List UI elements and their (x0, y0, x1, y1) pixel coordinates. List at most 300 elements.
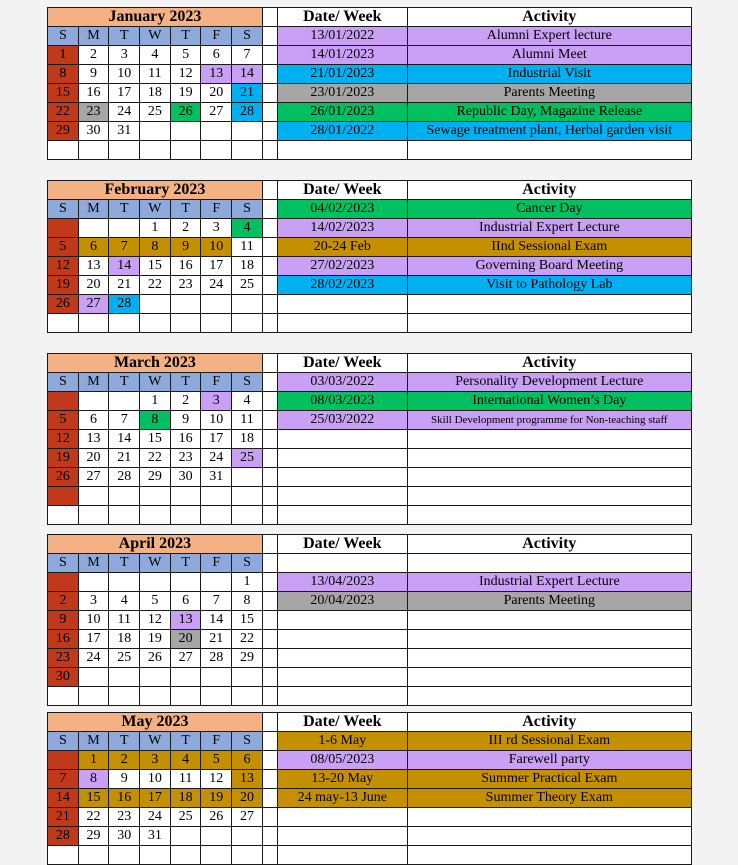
day-cell: 18 (109, 630, 140, 649)
activity-name (407, 430, 691, 449)
day-cell (170, 668, 201, 687)
gap-cell (262, 200, 277, 219)
day-cell: 6 (170, 592, 201, 611)
month-table (47, 534, 692, 706)
calendar-row (48, 65, 692, 84)
calendar-row (48, 27, 692, 46)
day-cell (78, 573, 109, 592)
day-cell: 8 (140, 238, 171, 257)
activity-date: 13/01/2022 (277, 27, 407, 46)
gap-cell (262, 713, 277, 732)
day-cell (78, 846, 109, 865)
day-cell: 18 (232, 257, 263, 276)
day-cell: 9 (48, 611, 79, 630)
month-block (47, 534, 692, 706)
activity-date (277, 554, 407, 573)
day-cell (140, 687, 171, 706)
activity-header: Activity (407, 181, 691, 200)
day-cell: 5 (201, 751, 232, 770)
day-cell (170, 573, 201, 592)
calendar-row (48, 611, 692, 630)
calendar-row (48, 751, 692, 770)
gap-cell (262, 449, 277, 468)
activity-name: Governing Board Meeting (407, 257, 691, 276)
calendar-row (48, 770, 692, 789)
calendar-row (48, 732, 692, 751)
day-cell: 1 (140, 392, 171, 411)
activity-date: 1-6 May (277, 732, 407, 751)
gap-cell (262, 238, 277, 257)
day-cell: 21 (109, 449, 140, 468)
day-cell: 14 (201, 611, 232, 630)
day-cell: 24 (201, 276, 232, 295)
month-block (47, 353, 692, 525)
day-cell (170, 487, 201, 506)
activity-name: Parents Meeting (407, 84, 691, 103)
gap-cell (262, 65, 277, 84)
day-cell (109, 668, 140, 687)
calendar-row (48, 789, 692, 808)
activity-name (407, 827, 691, 846)
day-cell: 4 (232, 219, 263, 238)
day-name: T (170, 732, 201, 751)
day-cell (140, 122, 171, 141)
day-cell (170, 827, 201, 846)
day-name: W (140, 732, 171, 751)
calendar-row (48, 295, 692, 314)
activity-date (277, 846, 407, 865)
activity-date (277, 314, 407, 333)
day-cell (48, 506, 79, 525)
day-cell: 14 (109, 430, 140, 449)
day-cell: 4 (140, 46, 171, 65)
gap-cell (262, 276, 277, 295)
day-cell: 5 (170, 46, 201, 65)
day-cell (109, 573, 140, 592)
day-name: W (140, 200, 171, 219)
calendar-row (48, 808, 692, 827)
day-name: S (232, 27, 263, 46)
day-name: F (201, 373, 232, 392)
activity-date: 20-24 Feb (277, 238, 407, 257)
activity-name: Personality Development Lecture (407, 373, 691, 392)
day-cell: 6 (78, 238, 109, 257)
activity-name: III rd Sessional Exam (407, 732, 691, 751)
activity-date (277, 687, 407, 706)
day-cell (109, 687, 140, 706)
day-cell: 22 (48, 103, 79, 122)
day-cell (48, 314, 79, 333)
gap-cell (262, 295, 277, 314)
day-cell (48, 751, 79, 770)
activity-date: 13/04/2023 (277, 573, 407, 592)
activity-date (277, 668, 407, 687)
day-cell: 24 (78, 649, 109, 668)
activity-date: 21/01/2023 (277, 65, 407, 84)
day-cell: 9 (170, 238, 201, 257)
day-name: M (78, 373, 109, 392)
gap-cell (262, 827, 277, 846)
day-cell (48, 846, 79, 865)
day-cell: 13 (78, 430, 109, 449)
activity-name: Farewell party (407, 751, 691, 770)
day-cell: 2 (170, 392, 201, 411)
gap-cell (262, 506, 277, 525)
day-cell: 12 (140, 611, 171, 630)
day-cell: 22 (78, 808, 109, 827)
activity-name (407, 314, 691, 333)
day-cell (232, 668, 263, 687)
day-cell: 26 (140, 649, 171, 668)
day-cell (109, 141, 140, 160)
month-table (47, 180, 692, 333)
day-cell: 21 (232, 84, 263, 103)
gap-cell (262, 732, 277, 751)
activity-date (277, 449, 407, 468)
day-cell: 29 (78, 827, 109, 846)
month-block (47, 180, 692, 333)
day-cell: 19 (201, 789, 232, 808)
day-cell (201, 122, 232, 141)
day-cell: 3 (78, 592, 109, 611)
day-cell: 20 (78, 276, 109, 295)
calendar-row (48, 846, 692, 865)
day-cell: 25 (232, 449, 263, 468)
day-cell: 12 (201, 770, 232, 789)
day-cell: 1 (48, 46, 79, 65)
day-name: W (140, 27, 171, 46)
day-cell (78, 668, 109, 687)
activity-date: 23/01/2023 (277, 84, 407, 103)
day-cell: 24 (109, 103, 140, 122)
day-cell: 12 (170, 65, 201, 84)
month-title: March 2023 (48, 354, 263, 373)
day-name: S (232, 732, 263, 751)
calendar-row (48, 46, 692, 65)
activity-name: Parents Meeting (407, 592, 691, 611)
day-cell: 13 (170, 611, 201, 630)
day-cell (232, 314, 263, 333)
day-cell (140, 141, 171, 160)
month-title: April 2023 (48, 535, 263, 554)
day-cell: 9 (78, 65, 109, 84)
day-cell (232, 141, 263, 160)
gap-cell (262, 611, 277, 630)
activity-name (407, 295, 691, 314)
day-name: S (232, 200, 263, 219)
day-cell (48, 141, 79, 160)
activity-date: 14/01/2023 (277, 46, 407, 65)
activity-date (277, 487, 407, 506)
calendar-row (48, 373, 692, 392)
day-cell: 6 (201, 46, 232, 65)
day-cell (109, 487, 140, 506)
activity-date: 13-20 May (277, 770, 407, 789)
gap-cell (262, 392, 277, 411)
day-name: F (201, 200, 232, 219)
day-cell (201, 314, 232, 333)
activity-name: Alumni Expert lecture (407, 27, 691, 46)
calendar-row (48, 468, 692, 487)
activity-date: 27/02/2023 (277, 257, 407, 276)
day-cell: 12 (48, 430, 79, 449)
day-cell: 23 (48, 649, 79, 668)
day-name: S (48, 732, 79, 751)
activity-date: 20/04/2023 (277, 592, 407, 611)
day-cell (170, 687, 201, 706)
day-cell: 29 (232, 649, 263, 668)
gap-cell (262, 630, 277, 649)
activity-name (407, 468, 691, 487)
gap-cell (262, 808, 277, 827)
day-cell: 10 (201, 238, 232, 257)
day-cell: 20 (201, 84, 232, 103)
day-cell: 3 (201, 219, 232, 238)
activity-date (277, 430, 407, 449)
month-table (47, 712, 692, 865)
calendar-row (48, 141, 692, 160)
activity-name: Alumni Meet (407, 46, 691, 65)
day-cell: 7 (109, 411, 140, 430)
day-cell (201, 295, 232, 314)
activity-header: Activity (407, 354, 691, 373)
calendar-row (48, 668, 692, 687)
activity-name (407, 449, 691, 468)
day-cell: 27 (201, 103, 232, 122)
day-cell: 11 (140, 65, 171, 84)
gap-cell (262, 84, 277, 103)
day-name: M (78, 554, 109, 573)
day-cell: 11 (232, 411, 263, 430)
day-cell (140, 314, 171, 333)
day-name: T (109, 27, 140, 46)
day-cell: 7 (109, 238, 140, 257)
day-name: T (170, 27, 201, 46)
day-cell: 17 (78, 630, 109, 649)
day-name: W (140, 554, 171, 573)
day-cell: 30 (170, 468, 201, 487)
date-week-header: Date/ Week (277, 181, 407, 200)
day-cell (201, 827, 232, 846)
day-cell: 1 (78, 751, 109, 770)
day-cell: 23 (78, 103, 109, 122)
day-cell (78, 392, 109, 411)
day-cell: 22 (140, 276, 171, 295)
day-cell: 10 (109, 65, 140, 84)
gap-cell (262, 770, 277, 789)
activity-name: IInd Sessional Exam (407, 238, 691, 257)
day-cell: 25 (140, 103, 171, 122)
calendar-row (48, 430, 692, 449)
day-cell: 13 (78, 257, 109, 276)
day-cell (232, 506, 263, 525)
day-cell: 25 (232, 276, 263, 295)
calendar-row (48, 219, 692, 238)
day-cell: 26 (170, 103, 201, 122)
day-cell (109, 506, 140, 525)
day-cell (201, 573, 232, 592)
day-cell: 14 (48, 789, 79, 808)
month-table (47, 7, 692, 160)
day-cell (170, 122, 201, 141)
day-cell: 22 (140, 449, 171, 468)
calendar-row (48, 84, 692, 103)
gap-cell (262, 257, 277, 276)
day-cell (109, 846, 140, 865)
activity-date (277, 141, 407, 160)
activity-name (407, 649, 691, 668)
gap-cell (262, 27, 277, 46)
gap-cell (262, 314, 277, 333)
day-cell: 11 (109, 611, 140, 630)
activity-name: Cancer Day (407, 200, 691, 219)
day-cell: 21 (48, 808, 79, 827)
day-cell: 25 (170, 808, 201, 827)
activity-name (407, 506, 691, 525)
gap-cell (262, 487, 277, 506)
date-week-header: Date/ Week (277, 354, 407, 373)
day-cell (48, 392, 79, 411)
activity-date (277, 295, 407, 314)
day-cell: 6 (78, 411, 109, 430)
day-cell: 15 (232, 611, 263, 630)
day-cell: 29 (140, 468, 171, 487)
day-cell: 27 (170, 649, 201, 668)
calendar-row (48, 103, 692, 122)
day-cell: 2 (48, 592, 79, 611)
activity-name: Industrial Expert Lecture (407, 219, 691, 238)
day-cell: 8 (232, 592, 263, 611)
day-cell: 13 (232, 770, 263, 789)
calendar-row (48, 200, 692, 219)
day-cell: 28 (201, 649, 232, 668)
day-cell: 31 (201, 468, 232, 487)
day-cell (232, 122, 263, 141)
gap-cell (262, 668, 277, 687)
calendar-row (48, 827, 692, 846)
activity-name: Republic Day, Magazine Release (407, 103, 691, 122)
day-cell: 19 (48, 449, 79, 468)
gap-cell (262, 219, 277, 238)
day-cell: 28 (48, 827, 79, 846)
activity-name: Sewage treatment plant, Herbal garden visit (407, 122, 691, 141)
day-name: S (232, 554, 263, 573)
day-cell: 2 (109, 751, 140, 770)
activity-header: Activity (407, 713, 691, 732)
gap-cell (262, 411, 277, 430)
day-cell: 20 (170, 630, 201, 649)
activity-name (407, 687, 691, 706)
day-cell (109, 392, 140, 411)
activity-name (407, 630, 691, 649)
day-cell: 31 (109, 122, 140, 141)
activity-name: International Women’s Day (407, 392, 691, 411)
day-cell: 5 (140, 592, 171, 611)
gap-cell (262, 468, 277, 487)
activity-date: 28/01/2022 (277, 122, 407, 141)
activity-name: Visit to Pathology Lab (407, 276, 691, 295)
day-name: T (170, 373, 201, 392)
calendar-row (48, 554, 692, 573)
day-name: T (170, 554, 201, 573)
day-cell: 4 (109, 592, 140, 611)
day-name: M (78, 732, 109, 751)
day-name: M (78, 27, 109, 46)
calendar-row (48, 573, 692, 592)
day-cell (78, 141, 109, 160)
day-cell: 15 (140, 430, 171, 449)
activity-name (407, 611, 691, 630)
activity-date (277, 468, 407, 487)
gap-cell (262, 181, 277, 200)
day-name: M (78, 200, 109, 219)
day-cell: 15 (48, 84, 79, 103)
day-cell: 1 (140, 219, 171, 238)
gap-cell (262, 373, 277, 392)
gap-cell (262, 554, 277, 573)
day-cell: 28 (232, 103, 263, 122)
day-cell: 17 (201, 430, 232, 449)
day-cell: 16 (109, 789, 140, 808)
activity-date: 03/03/2022 (277, 373, 407, 392)
day-cell: 31 (140, 827, 171, 846)
day-cell: 20 (232, 789, 263, 808)
gap-cell (262, 592, 277, 611)
day-name: T (109, 732, 140, 751)
day-cell (109, 219, 140, 238)
activity-date: 14/02/2023 (277, 219, 407, 238)
month-block (47, 7, 692, 160)
day-cell (78, 506, 109, 525)
day-name: S (232, 373, 263, 392)
calendar-row (48, 257, 692, 276)
day-cell: 18 (170, 789, 201, 808)
activity-name (407, 668, 691, 687)
month-title: May 2023 (48, 713, 263, 732)
day-cell (201, 506, 232, 525)
gap-cell (262, 649, 277, 668)
date-week-header: Date/ Week (277, 713, 407, 732)
gap-cell (262, 535, 277, 554)
day-cell: 3 (140, 751, 171, 770)
gap-cell (262, 430, 277, 449)
day-cell: 20 (78, 449, 109, 468)
calendar-row (48, 314, 692, 333)
day-cell: 28 (109, 295, 140, 314)
day-cell: 11 (170, 770, 201, 789)
activity-date: 08/05/2023 (277, 751, 407, 770)
day-cell (48, 487, 79, 506)
day-cell: 17 (201, 257, 232, 276)
calendar-row (48, 122, 692, 141)
day-cell: 19 (140, 630, 171, 649)
day-cell: 2 (78, 46, 109, 65)
day-cell: 14 (109, 257, 140, 276)
activity-name: Summer Theory Exam (407, 789, 691, 808)
gap-cell (262, 751, 277, 770)
day-cell: 5 (48, 411, 79, 430)
gap-cell (262, 687, 277, 706)
day-cell: 24 (201, 449, 232, 468)
day-cell: 14 (232, 65, 263, 84)
activity-date: 28/02/2023 (277, 276, 407, 295)
day-cell: 23 (170, 449, 201, 468)
month-block (47, 712, 692, 865)
day-cell (201, 668, 232, 687)
day-cell: 4 (232, 392, 263, 411)
activity-name (407, 846, 691, 865)
day-name: S (48, 373, 79, 392)
